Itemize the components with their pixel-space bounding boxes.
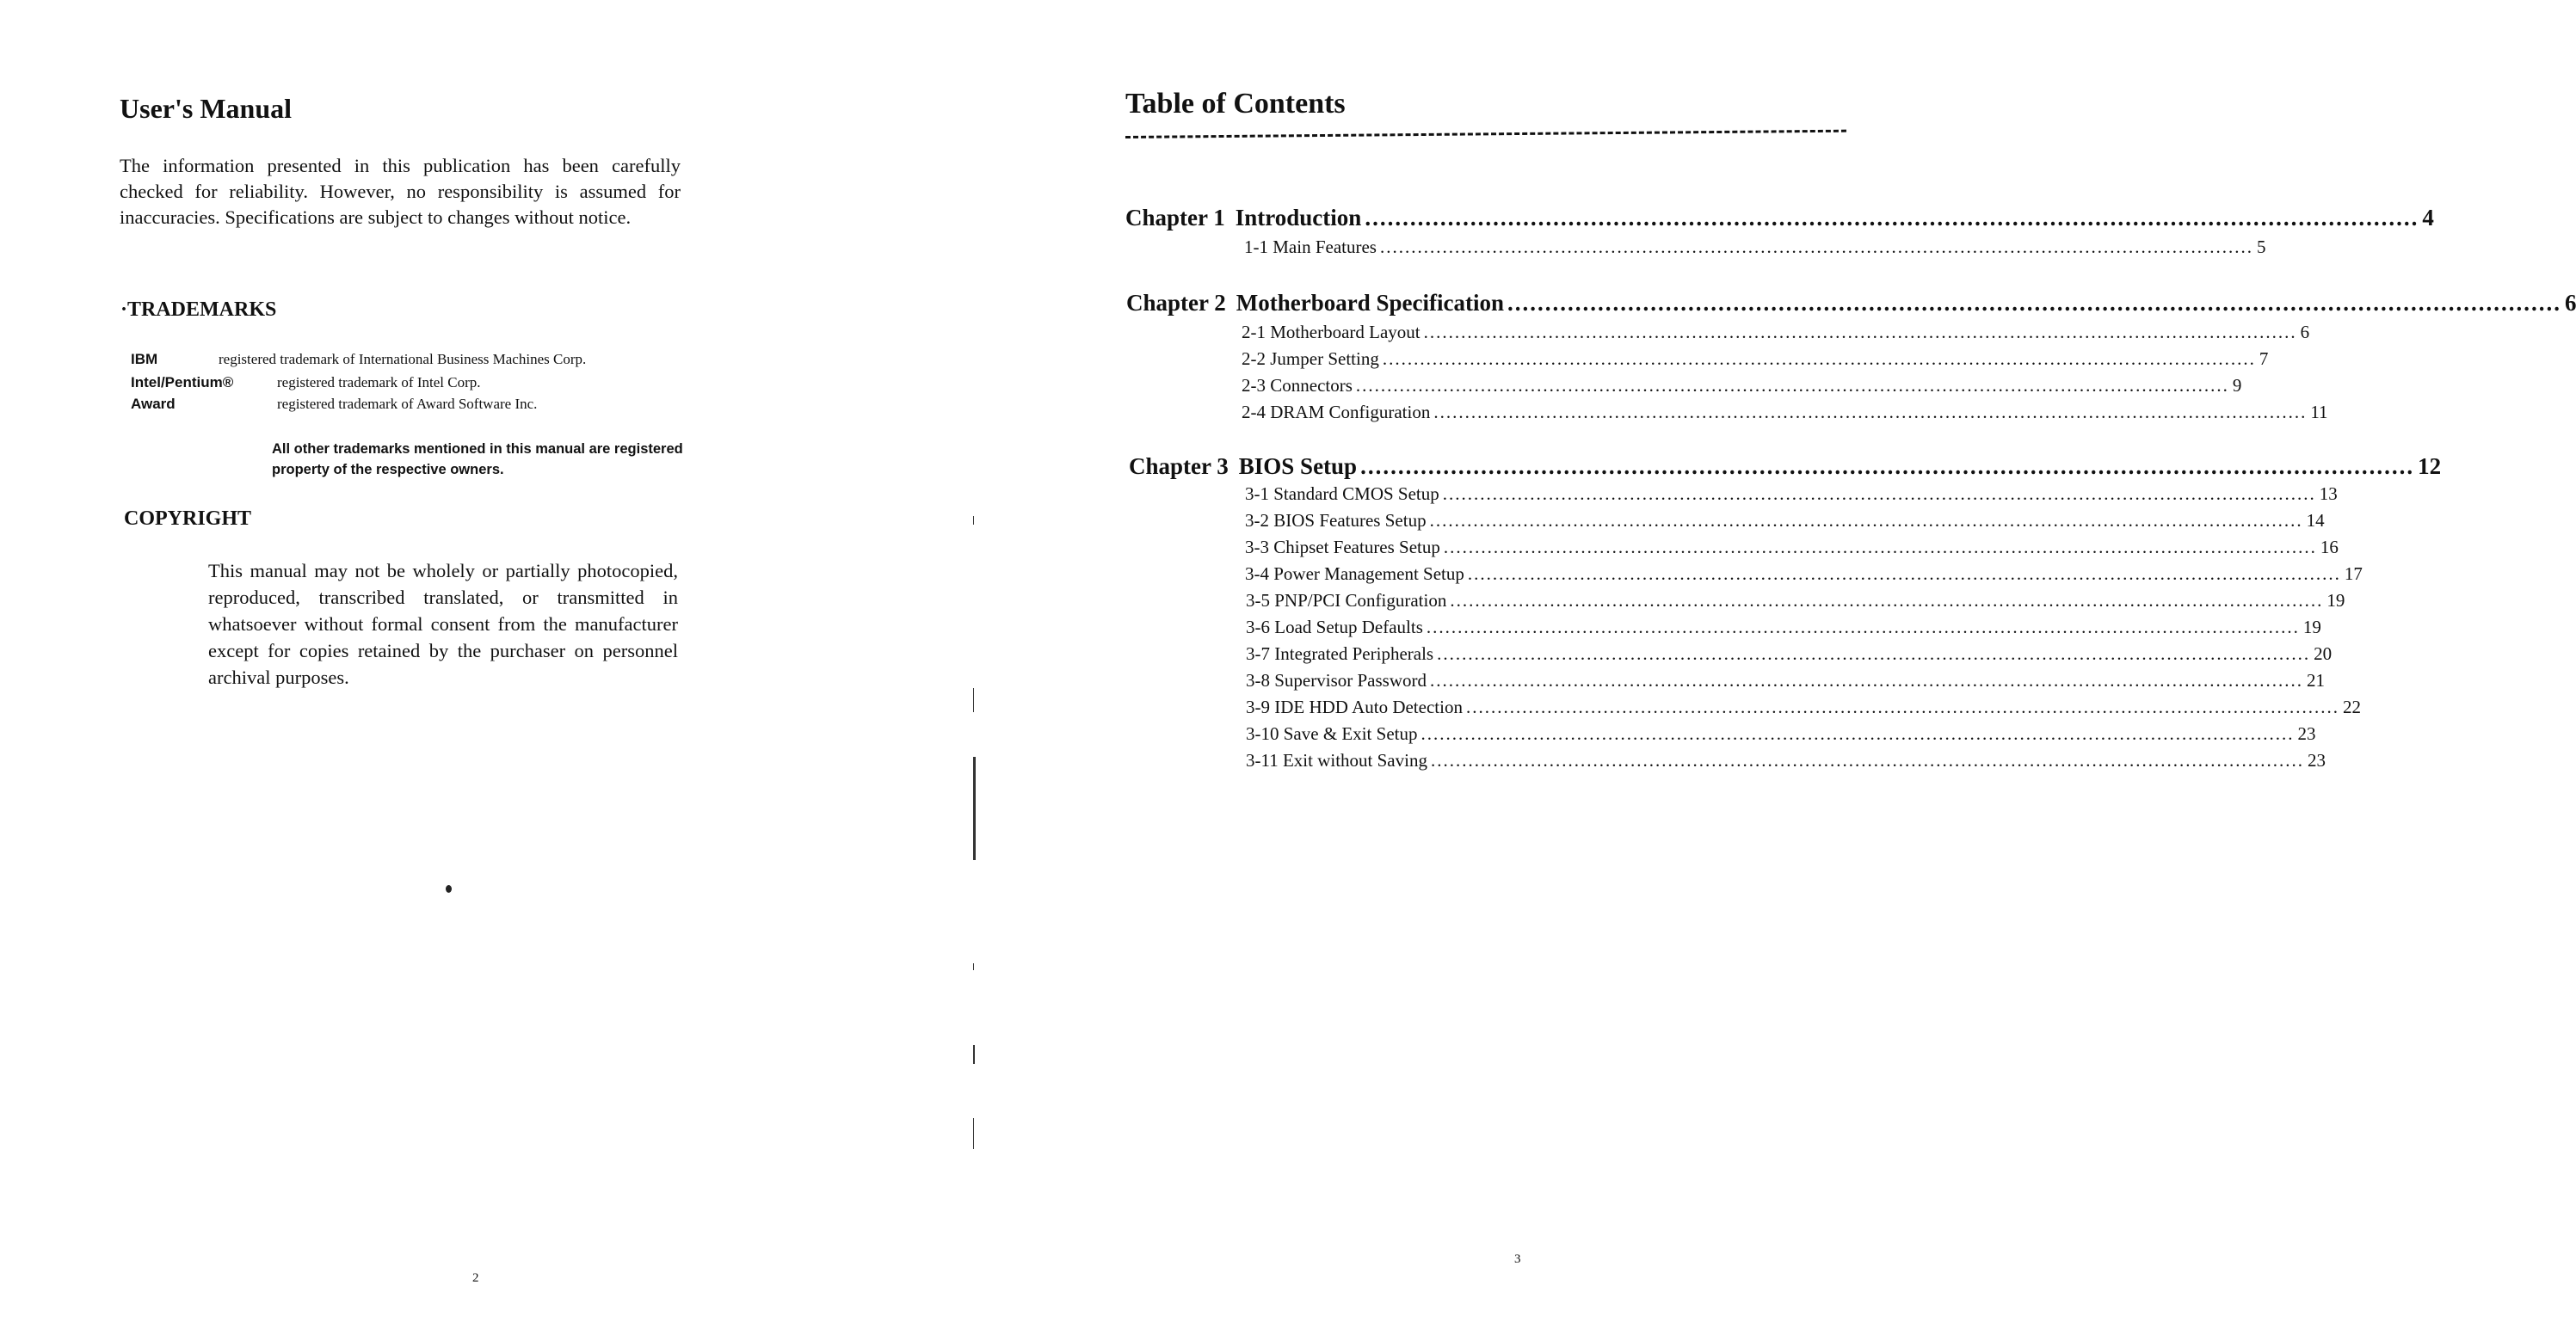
gutter-mark [973, 688, 974, 712]
toc-section-entry[interactable] [1245, 537, 2339, 558]
toc-divider [1125, 130, 1846, 138]
section-page: 19 [2326, 590, 2345, 611]
section-page: 14 [2306, 510, 2325, 531]
gutter-mark [973, 1118, 974, 1149]
toc-section-entry[interactable] [1246, 723, 2316, 745]
page-number: 2 [472, 1271, 479, 1285]
toc-chapter-entry[interactable] [1125, 205, 2434, 231]
leader-dots: ............................................................................................................................................ [1430, 750, 2304, 771]
gutter-mark [973, 757, 976, 860]
chapter-title: BIOS Setup [1238, 453, 1358, 479]
trademark-description: registered trademark of Award Software Inc. [277, 396, 538, 412]
toc-section-entry[interactable] [1242, 375, 2242, 396]
disclaimer-paragraph: The information presented in this publication has been carefully checked for reliability. However, no responsibility is assumed for inaccuracies. Specifications are subject to changes without notice. [120, 155, 681, 228]
left-page [0, 0, 977, 1340]
trademarks-note: All other trademarks mentioned in this manual are registered property of the respective owners. [272, 441, 683, 477]
toc-section-entry[interactable] [1244, 237, 2266, 258]
chapter-title: Introduction [1235, 205, 1362, 231]
chapter-page: 12 [2418, 453, 2442, 479]
section-page: 11 [2310, 402, 2328, 422]
toc-section-entry[interactable] [1246, 590, 2345, 612]
leader-dots: ............................................................................................................................................ [1382, 348, 2256, 369]
section-page: 20 [2314, 643, 2333, 664]
chapter-page: 4 [2422, 205, 2434, 231]
chapter-page: 6 [2564, 290, 2576, 316]
toc-section-entry[interactable] [1242, 348, 2269, 370]
section-page: 19 [2302, 617, 2321, 637]
leader-dots: ............................................................................................................................................ [1430, 670, 2303, 691]
section-title: 3-4 Power Management Setup [1245, 563, 1464, 584]
section-title: 2-3 Connectors [1242, 375, 1353, 396]
chapter-title: Motherboard Specification [1236, 290, 1504, 316]
section-page: 23 [2307, 750, 2326, 771]
section-title: 3-10 Save & Exit Setup [1246, 723, 1418, 744]
section-title: 2-4 DRAM Configuration [1242, 402, 1431, 422]
section-title: 1-1 Main Features [1244, 237, 1377, 257]
toc-section-entry[interactable] [1242, 322, 2310, 343]
section-page: 21 [2307, 670, 2325, 691]
toc-section-entry[interactable] [1246, 750, 2326, 771]
leader-dots: ............................................................................................................................................ [1443, 537, 2317, 557]
section-page: 17 [2344, 563, 2363, 584]
leader-dots: ............................................................................................................................................ [1360, 453, 2415, 479]
leader-dots: ............................................................................................................................................ [1379, 237, 2253, 257]
section-title: 3-6 Load Setup Defaults [1246, 617, 1423, 637]
trademark-row [131, 373, 481, 392]
toc-chapter-entry[interactable] [1129, 453, 2442, 480]
section-title: 3-8 Supervisor Password [1246, 670, 1427, 691]
copyright-paragraph: This manual may not be wholely or partially photocopied, reproduced, transcribed translated, or transmitted in whatsoever without formal consent from the manufacturer except for copies retained by the purchaser on personnel archival purposes. [208, 560, 678, 688]
gutter-mark [973, 1045, 975, 1064]
leader-dots: ............................................................................................................................................ [1433, 402, 2308, 422]
section-title: 3-3 Chipset Features Setup [1245, 537, 1440, 557]
leader-dots: ............................................................................................................................................ [1442, 483, 2316, 504]
scan-speck [446, 885, 452, 893]
trademark-row [131, 395, 538, 414]
chapter-label: Chapter 2 [1126, 290, 1226, 316]
section-page: 7 [2259, 348, 2269, 369]
leader-dots: ............................................................................................................................................ [1355, 375, 2229, 396]
copyright-heading: COPYRIGHT [124, 507, 252, 530]
section-title: 3-1 Standard CMOS Setup [1245, 483, 1439, 504]
leader-dots: ............................................................................................................................................ [1467, 563, 2341, 584]
trademark-description: registered trademark of Intel Corp. [277, 374, 481, 390]
section-page: 9 [2232, 375, 2242, 396]
trademark-description: registered trademark of International Business Machines Corp. [219, 351, 587, 367]
section-title: 3-5 PNP/PCI Configuration [1246, 590, 1447, 611]
toc-section-entry[interactable] [1246, 670, 2325, 692]
section-page: 22 [2342, 697, 2361, 717]
toc-section-entry[interactable] [1246, 617, 2321, 638]
toc-section-entry[interactable] [1246, 697, 2361, 718]
chapter-label: Chapter 1 [1125, 205, 1225, 231]
leader-dots: ............................................................................................................................................ [1507, 290, 2561, 316]
leader-dots: ............................................................................................................................................ [1426, 617, 2300, 637]
leader-dots: ............................................................................................................................................ [1450, 590, 2324, 611]
trademark-name: IBM [131, 351, 158, 367]
trademark-row [131, 350, 587, 369]
leader-dots: ............................................................................................................................................ [1437, 643, 2311, 664]
toc-section-entry[interactable] [1245, 483, 2338, 505]
right-page [977, 0, 2576, 1340]
trademark-name: Award [131, 396, 176, 412]
chapter-label: Chapter 3 [1129, 453, 1229, 479]
section-title: 3-9 IDE HDD Auto Detection [1246, 697, 1463, 717]
toc-section-entry[interactable] [1245, 563, 2363, 585]
toc-section-entry[interactable] [1246, 643, 2333, 665]
section-page: 16 [2320, 537, 2339, 557]
leader-dots: ............................................................................................................................................ [1365, 205, 2419, 231]
gutter-mark [973, 963, 974, 970]
leader-dots: ............................................................................................................................................ [1465, 697, 2339, 717]
section-page: 6 [2300, 322, 2310, 342]
toc-section-entry[interactable] [1245, 510, 2325, 532]
section-title: 2-1 Motherboard Layout [1242, 322, 1420, 342]
leader-dots: ............................................................................................................................................ [1429, 510, 2303, 531]
section-title: 3-11 Exit without Saving [1246, 750, 1427, 771]
section-page: 23 [2297, 723, 2316, 744]
trademarks-heading: ·TRADEMARKS [120, 298, 277, 321]
trademark-name: Intel/Pentium® [131, 374, 234, 390]
page-number: 3 [1514, 1252, 1521, 1266]
toc-title: Table of Contents [1125, 88, 1346, 120]
leader-dots: ............................................................................................................................................ [1423, 322, 2297, 342]
gutter-mark [973, 516, 974, 525]
section-page: 13 [2319, 483, 2338, 504]
toc-chapter-entry[interactable] [1126, 290, 2576, 317]
section-title: 2-2 Jumper Setting [1242, 348, 1379, 369]
section-page: 5 [2256, 237, 2266, 257]
manual-title: User's Manual [120, 93, 292, 124]
leader-dots: ............................................................................................................................................ [1420, 723, 2295, 744]
section-title: 3-2 BIOS Features Setup [1245, 510, 1427, 531]
toc-section-entry[interactable] [1242, 402, 2328, 423]
section-title: 3-7 Integrated Peripherals [1246, 643, 1434, 664]
